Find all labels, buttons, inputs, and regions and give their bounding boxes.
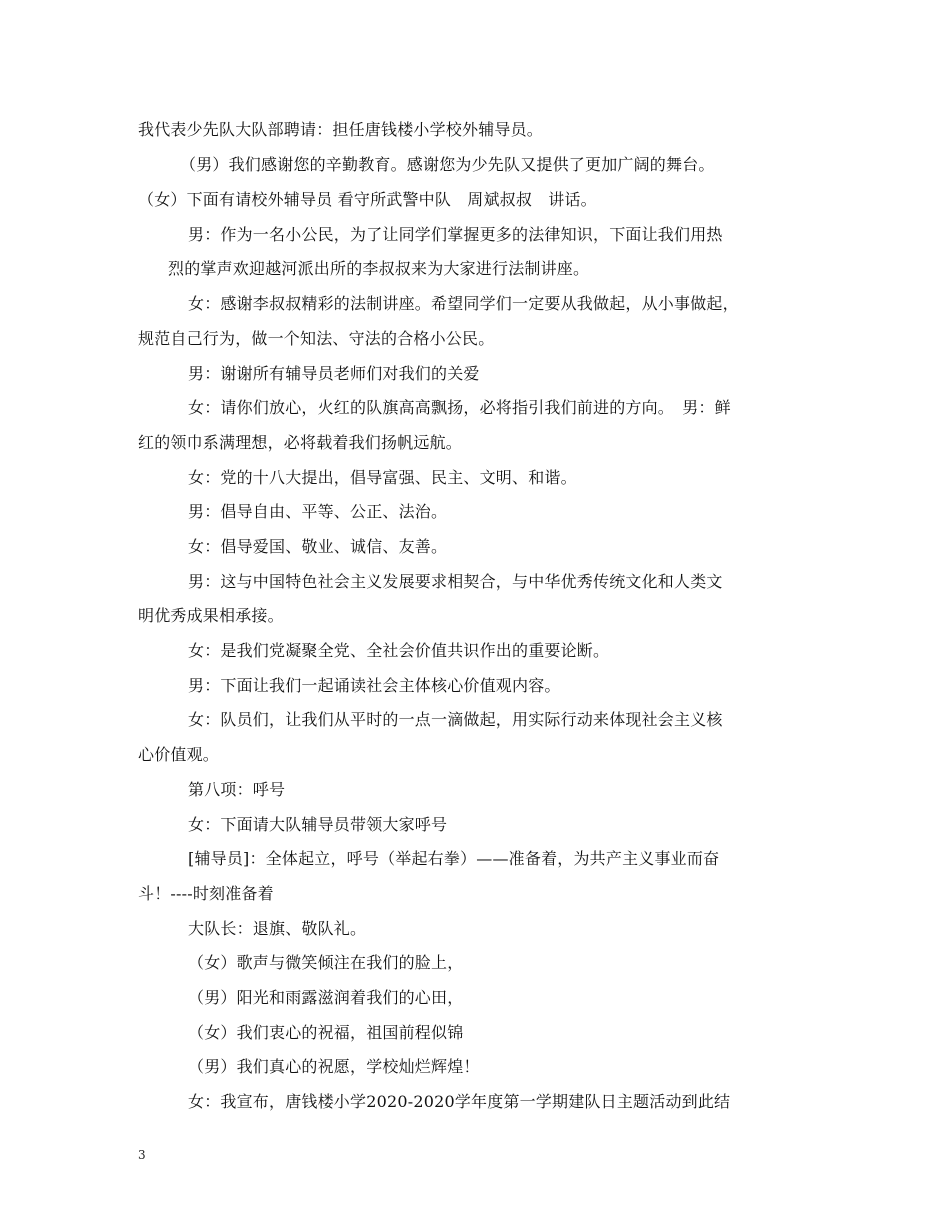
text-line-13: 女：倡导爱国、敬业、诚信、友善。	[188, 537, 448, 556]
text-line-18: 女：队员们，让我们从平时的一点一滴做起，用实际行动来体现社会主义核	[188, 710, 723, 729]
text-line-3: （女）下面有请校外辅导员 看守所武警中队 周斌叔叔 讲话。	[138, 190, 597, 209]
page-number: 3	[138, 1148, 146, 1162]
text-line-29: 女：我宣布，唐钱楼小学2020-2020学年度第一学期建队日主题活动到此结	[188, 1092, 731, 1111]
text-line-20: 第八项：呼号	[188, 780, 286, 799]
text-line-23: 斗！----时刻准备着	[138, 884, 274, 903]
text-line-21: 女：下面请大队辅导员带领大家呼号	[188, 815, 448, 834]
text-line-6: 女：感谢李叔叔精彩的法制讲座。希望同学们一定要从我做起，从小事做起，	[188, 294, 739, 313]
text-line-22: [辅导员]：全体起立，呼号（举起右拳）——准备着，为共产主义事业而奋	[188, 849, 720, 868]
text-line-27: （女）我们衷心的祝福，祖国前程似锦	[188, 1023, 464, 1042]
text-line-24: 大队长：退旗、敬队礼。	[188, 919, 367, 938]
text-line-4: 男：作为一名小公民，为了让同学们掌握更多的法律知识，下面让我们用热	[188, 225, 723, 244]
text-line-10: 红的领巾系满理想，必将载着我们扬帆远航。	[138, 433, 463, 452]
text-line-26: （男）阳光和雨露滋润着我们的心田，	[188, 988, 464, 1007]
text-line-15: 明优秀成果相承接。	[138, 606, 284, 625]
text-line-17: 男：下面让我们一起诵读社会主体核心价值观内容。	[188, 676, 561, 695]
text-line-28: （男）我们真心的祝愿，学校灿烂辉煌！	[188, 1057, 480, 1076]
text-line-16: 女：是我们党凝聚全党、全社会价值共识作出的重要论断。	[188, 641, 610, 660]
text-line-7: 规范自己行为，做一个知法、守法的合格小公民。	[138, 329, 495, 348]
text-line-14: 男：这与中国特色社会主义发展要求相契合，与中华优秀传统文化和人类文	[188, 572, 723, 591]
text-line-25: （女）歌声与微笑倾注在我们的脸上，	[188, 953, 464, 972]
text-line-11: 女：党的十八大提出，倡导富强、民主、文明、和谐。	[188, 468, 577, 487]
text-line-2: （男）我们感谢您的辛勤教育。感谢您为少先队又提供了更加广阔的舞台。	[180, 155, 715, 174]
text-line-8: 男：谢谢所有辅导员老师们对我们的关爱	[188, 364, 480, 383]
text-line-1: 我代表少先队大队部聘请：担任唐钱楼小学校外辅导员。	[138, 120, 544, 139]
text-line-5: 烈的掌声欢迎越河派出所的李叔叔来为大家进行法制讲座。	[168, 259, 590, 278]
text-line-9: 女：请你们放心，火红的队旗高高飘扬，必将指引我们前进的方向。 男：鲜	[188, 398, 731, 417]
text-line-19: 心价值观。	[138, 745, 220, 764]
text-line-12: 男：倡导自由、平等、公正、法治。	[188, 502, 448, 521]
